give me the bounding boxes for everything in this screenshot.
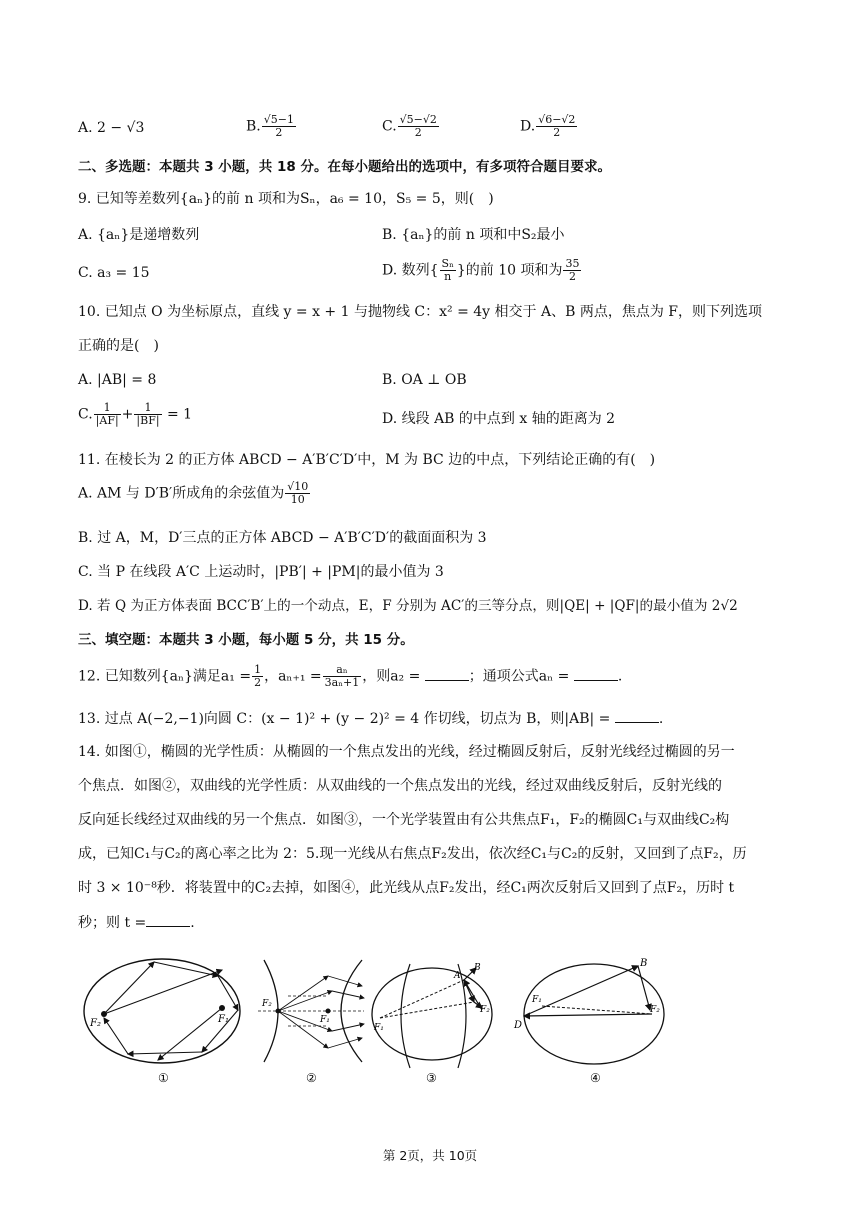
q14-line6: 秒；则 t = . <box>78 912 195 933</box>
fig4-caption: ④ <box>590 1071 601 1085</box>
fig1-label-f2: F₂ <box>90 1018 101 1029</box>
fig3-caption: ③ <box>426 1071 437 1085</box>
answer-blank[interactable] <box>425 666 469 681</box>
q14-line2: 个焦点．如图②，双曲线的光学性质：从双曲线的一个焦点发出的光线，经过双曲线反射后，反射光线的 <box>78 778 722 794</box>
q13: 13. 过点 A(−2,−1)向圆 C：(x − 1)² + (y − 2)² = 4 作切线，切点为 B，则|AB| = . <box>78 708 663 729</box>
fig3-label-a: A <box>454 971 461 981</box>
figure-ellipse-reflection <box>82 956 252 1086</box>
q9-option-a: A. {aₙ}是递增数列 <box>78 227 200 243</box>
q10-stem-line2: 正确的是( ) <box>78 338 159 354</box>
q9-option-c: C. a₃ = 15 <box>78 265 150 281</box>
q11-stem: 11. 在棱长为 2 的正方体 ABCD − A′B′C′D′中，M 为 BC 边的中点，下列结论正确的有( ) <box>78 452 656 468</box>
q8-option-d: D. $\frac{√6-√2}{2}$ <box>520 113 576 139</box>
q8-option-a: A. 2 − √3 <box>78 120 145 136</box>
q8-option-b: B. $\frac{√5-1}{2}$ <box>246 113 294 139</box>
q10-option-a: A. |AB| = 8 <box>78 372 157 388</box>
q14-line1: 14. 如图①，椭圆的光学性质：从椭圆的一个焦点发出的光线，经过椭圆反射后，反射光线经过椭圆的另一 <box>78 744 735 760</box>
q14-line5: 时 3 × 10⁻⁸秒．将装置中的C₂去掉，如图④，此光线从点F₂发出，经C₁两次反射后又回到了点F₂，历时 t <box>78 880 735 896</box>
fig3-label-f1: F₁ <box>374 1023 384 1033</box>
q9-option-d: D. 数列{ $\frac{\text{Sₙ}}{n}$ }的前 10 项和为 $\frac{35}{2}$ <box>382 257 580 283</box>
q11-option-a: A. AM 与 D′B′所成角的余弦值为 $\frac{√10}{10}$ <box>78 480 309 506</box>
figure-hyperbola-reflection <box>258 956 368 1086</box>
fig4-label-f1: F₁ <box>532 995 542 1005</box>
q11-option-d: D. 若 Q 为正方体表面 BCC′B′上的一个动点，E，F 分别为 AC′的三等分点，则|QE| + |QF|的最小值为 2√2 <box>78 598 738 614</box>
q9-stem: 9. 已知等差数列{aₙ}的前 n 项和为Sₙ，a₆ = 10，S₅ = 5，则( ) <box>78 191 494 207</box>
fig1-caption: ① <box>158 1071 169 1085</box>
q10-option-c: C. $\frac{1}{|AF|}$ + $\frac{1}{|BF|}$ = 1 <box>78 401 193 427</box>
q10-option-d: D. 线段 AB 的中点到 x 轴的距离为 2 <box>382 411 616 427</box>
q8-option-c: C. $\frac{√5-√2}{2}$ <box>382 113 437 139</box>
q14-line3: 反向延长线经过双曲线的另一个焦点．如图③，一个光学装置由有公共焦点F₁，F₂的椭圆C₁与双曲线C₂构 <box>78 812 730 828</box>
fig2-label-f1: F₁ <box>320 1015 330 1025</box>
fig4-label-f2: F₂ <box>650 1005 660 1015</box>
figure-ellipse-hyperbola-device <box>370 956 506 1086</box>
fig1-label-f1: F₁ <box>218 1014 229 1025</box>
q9-option-b: B. {aₙ}的前 n 项和中S₂最小 <box>382 227 565 243</box>
fig2-label-f2: F₂ <box>262 999 272 1009</box>
fig3-label-f2: F₂ <box>480 1005 490 1015</box>
q14-line4: 成，已知C₁与C₂的离心率之比为 2：5.现一光线从右焦点F₂发出，依次经C₁与C₂的反射，又回到了点F₂，历 <box>78 846 747 862</box>
figure-ellipse-two-reflections <box>512 956 680 1086</box>
fig4-label-b: B <box>640 958 648 969</box>
page-footer: 第 2页，共 10页 <box>382 1148 478 1163</box>
q11-option-b: B. 过 A，M，D′三点的正方体 ABCD − A′B′C′D′的截面面积为 3 <box>78 530 487 546</box>
answer-blank[interactable] <box>615 708 659 723</box>
fig3-label-b: B <box>474 963 481 973</box>
section-heading-fill-in: 三、填空题：本题共 3 小题，每小题 5 分，共 15 分。 <box>78 632 414 648</box>
fig4-label-d: D <box>514 1020 523 1031</box>
section-heading-multiple-choice: 二、多选题：本题共 3 小题，共 18 分。在每小题给出的选项中，有多项符合题目要求。 <box>78 159 611 175</box>
answer-blank[interactable] <box>146 912 190 927</box>
q10-option-b: B. OA ⊥ OB <box>382 372 467 388</box>
answer-blank[interactable] <box>574 666 618 681</box>
fig2-caption: ② <box>306 1071 317 1085</box>
q11-option-c: C. 当 P 在线段 A′C 上运动时，|PB′| + |PM|的最小值为 3 <box>78 564 444 580</box>
q10-stem-line1: 10. 已知点 O 为坐标原点，直线 y = x + 1 与抛物线 C：x² = 4y 相交于 A、B 两点，焦点为 F，则下列选项 <box>78 304 762 320</box>
q12: 12. 已知数列{aₙ}满足a₁ = $\frac{1}{2}$ ，aₙ₊₁ = $\frac{\text{aₙ}}{\text{3aₙ+1}}$ ，则a₂ = ；通项公式aₙ = . <box>78 663 623 689</box>
